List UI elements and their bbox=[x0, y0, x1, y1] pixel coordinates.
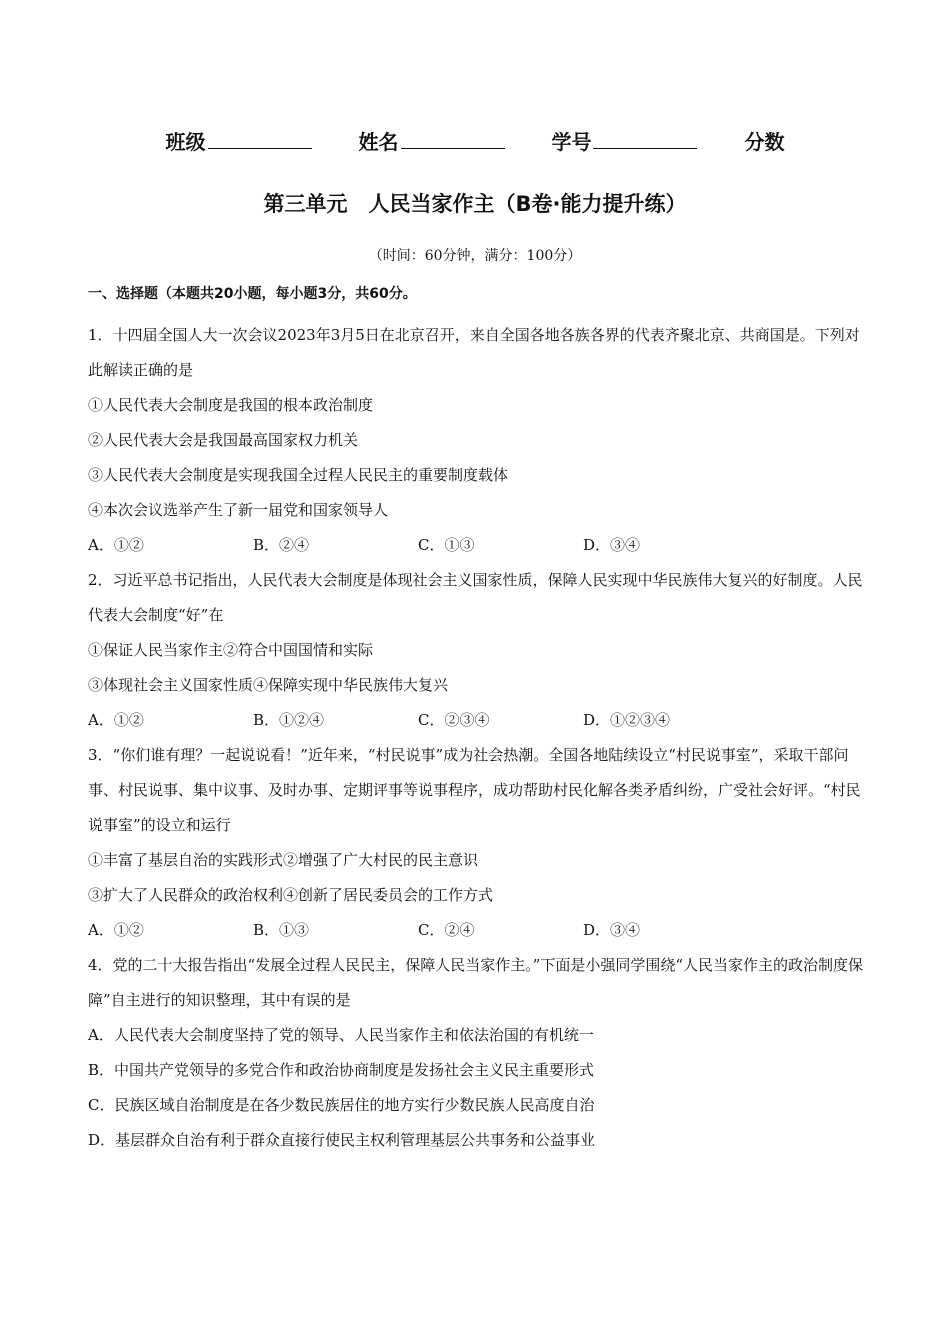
student-id-field bbox=[551, 126, 697, 155]
class-blank[interactable] bbox=[208, 130, 312, 149]
name-blank[interactable] bbox=[401, 130, 505, 149]
section-title: 一、选择题（本题共20小题，每小题3分，共60分。 bbox=[88, 286, 417, 302]
question-stem: 1．十四届全国人大一次会议2023年3月5日在北京召开，来自全国各地各族各界的代表齐聚北京、共商国是。下列对此解读正确的是 bbox=[88, 326, 860, 379]
option-c[interactable]: C．民族区域自治制度是在各少数民族居住的地方实行少数民族人民高度自治 bbox=[88, 1096, 595, 1114]
statement-item: ①保证人民当家作主②符合中国国情和实际 bbox=[88, 641, 374, 659]
option-b[interactable]: B．中国共产党领导的多党合作和政治协商制度是发扬社会主义民主重要形式 bbox=[88, 1061, 595, 1079]
statement-item: ②人民代表大会是我国最高国家权力机关 bbox=[88, 431, 359, 449]
option-c[interactable]: C．②④ bbox=[418, 921, 475, 939]
page-title: 第三单元 人民当家作主（B卷·能力提升练） bbox=[263, 192, 687, 216]
option-b[interactable]: B．①②④ bbox=[253, 711, 325, 729]
question-stem: 4．党的二十大报告指出“发展全过程人民民主，保障人民当家作主。”下面是小强同学围绕“人民当家作主的政治制度保障”自主进行的知识整理，其中有误的是 bbox=[88, 956, 864, 1009]
question-content bbox=[88, 284, 868, 1158]
student-info-line bbox=[0, 126, 950, 155]
page-subtitle: （时间：60分钟，满分：100分） bbox=[368, 248, 582, 264]
score-field bbox=[744, 126, 784, 155]
option-a[interactable]: A．①② bbox=[88, 536, 144, 554]
student-id-label: 学号 bbox=[551, 130, 592, 154]
answer-options bbox=[88, 913, 868, 948]
statement-item: ③人民代表大会制度是实现我国全过程人民民主的重要制度载体 bbox=[88, 466, 509, 484]
name-label: 姓名 bbox=[358, 130, 399, 154]
answer-options bbox=[88, 528, 868, 563]
option-d[interactable]: D．①②③④ bbox=[583, 711, 671, 729]
option-c[interactable]: C．②③④ bbox=[418, 711, 490, 729]
question-1 bbox=[88, 318, 868, 563]
statement-item: ④本次会议选举产生了新一届党和国家领导人 bbox=[88, 501, 389, 519]
class-label: 班级 bbox=[165, 130, 206, 154]
question-3 bbox=[88, 738, 868, 948]
statement-item: ③体现社会主义国家性质④保障实现中华民族伟大复兴 bbox=[88, 676, 449, 694]
option-a[interactable]: A．人民代表大会制度坚持了党的领导、人民当家作主和依法治国的有机统一 bbox=[88, 1026, 594, 1044]
statement-item: ①人民代表大会制度是我国的根本政治制度 bbox=[88, 396, 374, 414]
option-a[interactable]: A．①② bbox=[88, 921, 144, 939]
score-label: 分数 bbox=[744, 130, 785, 154]
option-b[interactable]: B．①③ bbox=[253, 921, 310, 939]
statement-item: ③扩大了人民群众的政治权利④创新了居民委员会的工作方式 bbox=[88, 886, 494, 904]
answer-options bbox=[88, 703, 868, 738]
class-field bbox=[166, 126, 312, 155]
option-d[interactable]: D．③④ bbox=[583, 536, 641, 554]
option-d[interactable]: D．基层群众自治有利于群众直接行使民主权利管理基层公共事务和公益事业 bbox=[88, 1131, 596, 1149]
option-a[interactable]: A．①② bbox=[88, 711, 144, 729]
question-4 bbox=[88, 948, 868, 1158]
question-stem: 3．“你们谁有理？一起说说看！”近年来，“村民说事”成为社会热潮。全国各地陆续设立“村民说事室”，采取干部问事、村民说事、集中议事、及时办事、定期评事等说事程序，成功帮助村民化解各类矛盾纠纷，广受社会好评。“村民说事室”的设立和运行 bbox=[88, 746, 861, 834]
option-d[interactable]: D．③④ bbox=[583, 921, 641, 939]
option-c[interactable]: C．①③ bbox=[418, 536, 475, 554]
name-field bbox=[359, 126, 505, 155]
question-stem: 2．习近平总书记指出，人民代表大会制度是体现社会主义国家性质，保障人民实现中华民族伟大复兴的好制度。人民代表大会制度“好”在 bbox=[88, 571, 863, 624]
statement-item: ①丰富了基层自治的实践形式②增强了广大村民的民主意识 bbox=[88, 851, 479, 869]
student-id-blank[interactable] bbox=[593, 130, 697, 149]
option-b[interactable]: B．②④ bbox=[253, 536, 310, 554]
question-2 bbox=[88, 563, 868, 738]
